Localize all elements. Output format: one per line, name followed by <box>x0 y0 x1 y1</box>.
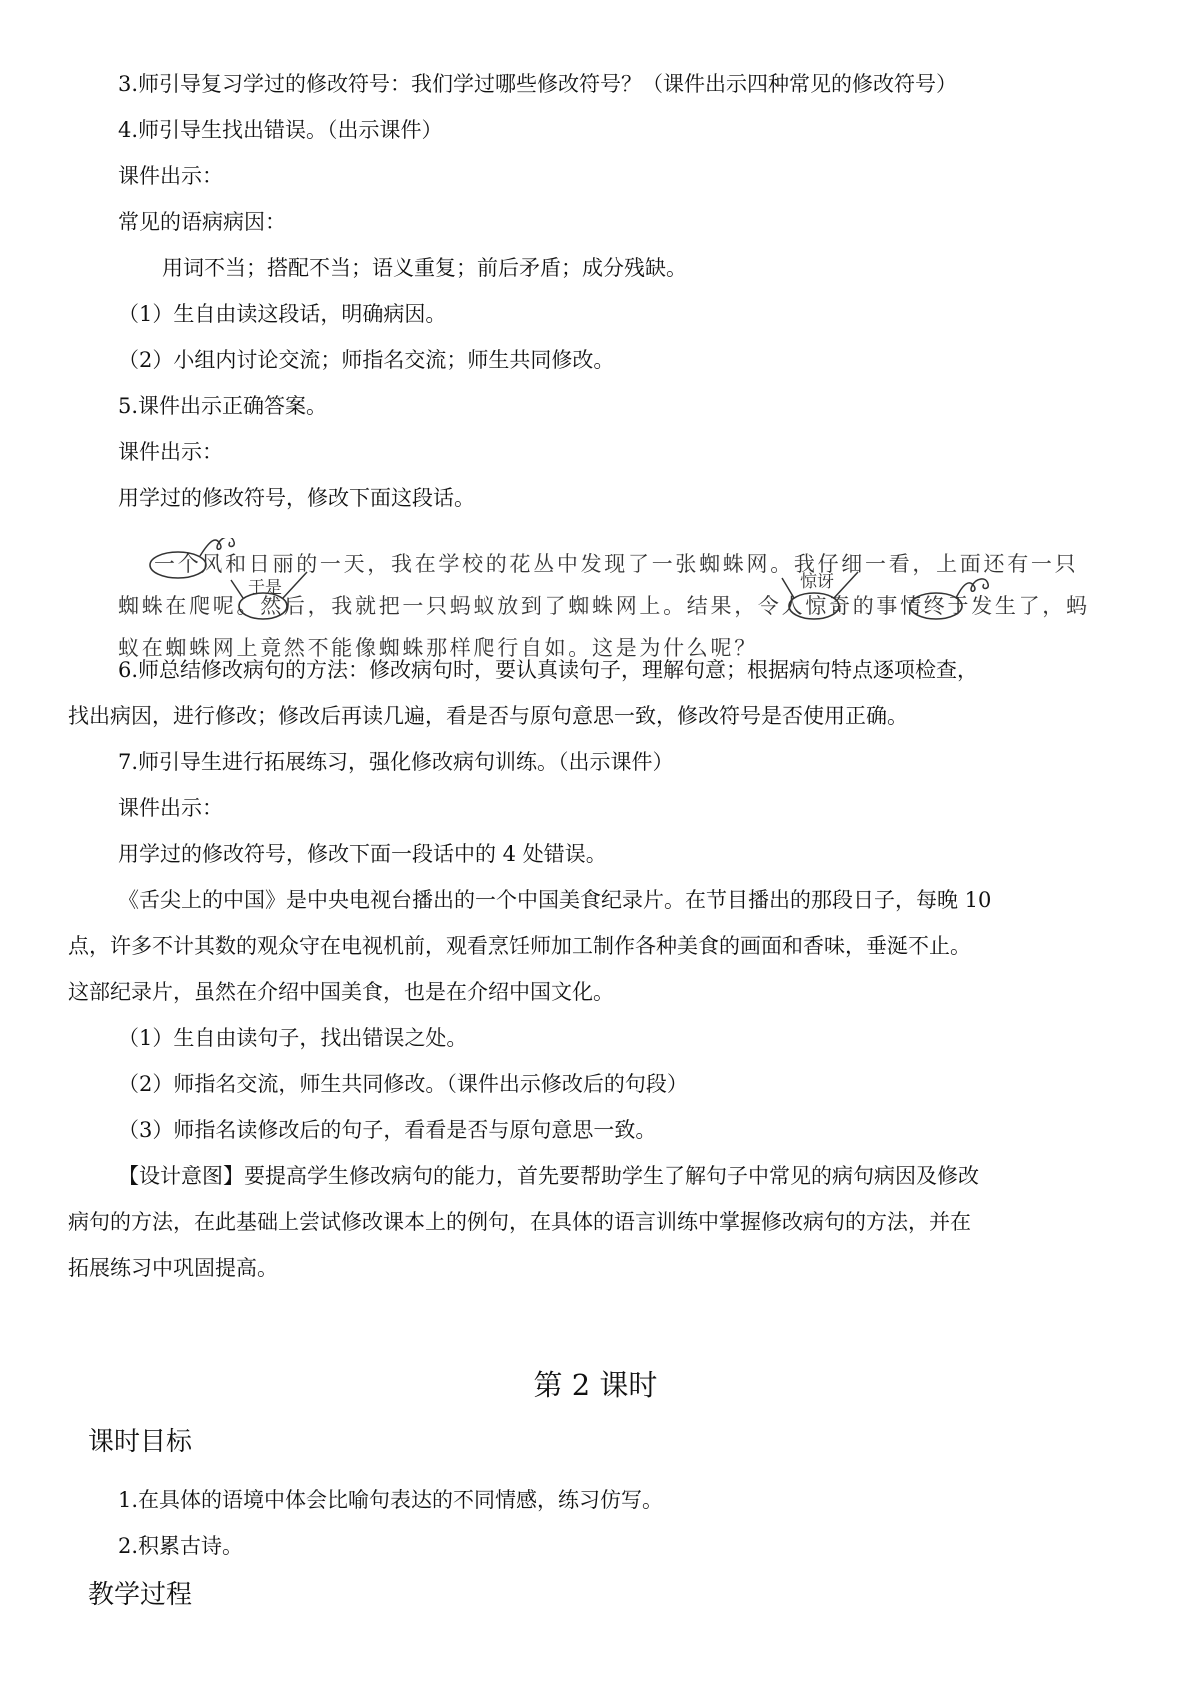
paragraph: 4.师引导生找出错误。（出示课件） <box>118 118 443 142</box>
paragraph: （2）小组内讨论交流；师指名交流；师生共同修改。 <box>118 348 615 372</box>
paragraph: 点，许多不计其数的观众守在电视机前，观看烹饪师加工制作各种美食的画面和香味，垂涎不止。 <box>68 934 971 958</box>
paragraph: 病句的方法，在此基础上尝试修改课本上的例句，在具体的语言训练中掌握修改病句的方法，并在 <box>68 1210 971 1234</box>
paragraph: 7.师引导生进行拓展练习，强化修改病句训练。（出示课件） <box>118 750 674 774</box>
paragraph: （3）师指名读修改后的句子，看看是否与原句意思一致。 <box>118 1118 657 1142</box>
paragraph: 常见的语病病因： <box>118 210 286 234</box>
paragraph: 拓展练习中巩固提高。 <box>68 1256 278 1280</box>
paragraph: 课件出示： <box>118 440 223 464</box>
paragraph: 6.师总结修改病句的方法：修改病句时，要认真读句子，理解句意；根据病句特点逐项检查， <box>118 658 979 682</box>
handwritten-line: 蜘蛛在爬呢。然后，我就把一只蚂蚁放到了蜘蛛网上。结果，令人惊奇的事情终于发生了，蚂 <box>118 594 1090 618</box>
lesson-heading: 第 2 课时 <box>533 1368 658 1402</box>
paragraph: 用词不当；搭配不当；语义重复；前后矛盾；成分残缺。 <box>162 256 687 280</box>
paragraph: 3.师引导复习学过的修改符号：我们学过哪些修改符号？（课件出示四种常见的修改符号） <box>118 72 958 96</box>
paragraph: 5.课件出示正确答案。 <box>118 394 328 418</box>
handwritten-line: 蚁在蜘蛛网上竟然不能像蜘蛛那样爬行自如。这是为什么呢？ <box>118 636 758 660</box>
handwritten-line: 一个风和日丽的一天，我在学校的花丛中发现了一张蜘蛛网。我仔细一看，上面还有一只 <box>154 552 1079 576</box>
paragraph: 找出病因，进行修改；修改后再读几遍，看是否与原句意思一致，修改符号是否使用正确。 <box>68 704 908 728</box>
section-heading-goals: 课时目标 <box>88 1427 193 1457</box>
paragraph: 《舌尖上的中国》是中央电视台播出的一个中国美食纪录片。在节目播出的那段日子，每晚 10 <box>118 888 992 912</box>
goal-item: 1.在具体的语境中体会比喻句表达的不同情感，练习仿写。 <box>118 1488 664 1512</box>
paragraph: 课件出示： <box>118 796 223 820</box>
paragraph: 用学过的修改符号，修改下面这段话。 <box>118 486 475 510</box>
paragraph: （1）生自由读句子，找出错误之处。 <box>118 1026 468 1050</box>
paragraph: 【设计意图】要提高学生修改病句的能力，首先要帮助学生了解句子中常见的病句病因及修改 <box>118 1164 979 1188</box>
insert-word-jingya: 惊讶 <box>800 572 834 592</box>
section-heading-process: 教学过程 <box>88 1580 193 1610</box>
paragraph: 课件出示： <box>118 164 223 188</box>
paragraph: 用学过的修改符号，修改下面一段话中的 4 处错误。 <box>118 842 607 866</box>
paragraph: （1）生自由读这段话，明确病因。 <box>118 302 447 326</box>
paragraph: （2）师指名交流，师生共同修改。（课件出示修改后的句段） <box>118 1072 688 1096</box>
insert-word-yushi: 于是 <box>248 578 282 598</box>
goal-item: 2.积累古诗。 <box>118 1534 244 1558</box>
paragraph: 这部纪录片，虽然在介绍中国美食，也是在介绍中国文化。 <box>68 980 614 1004</box>
